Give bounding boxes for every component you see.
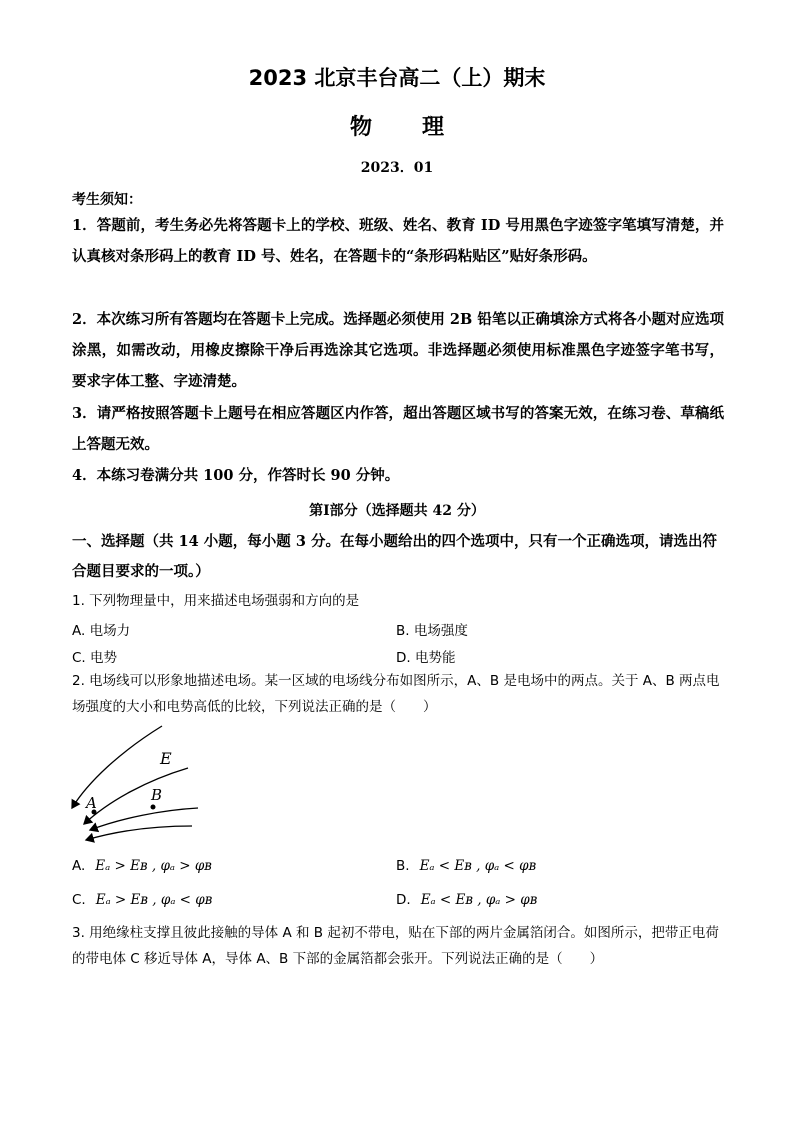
question-2-stem: 2. 电场线可以形象地描述电场。某一区域的电场线分布如图所示，A、B 是电场中的两点。关于 A、B 两点电场强度的大小和电势高低的比较，下列说法正确的是（ ）	[72, 673, 720, 715]
part-heading: 一、选择题（共 14 小题，每小题 3 分。在每小题给出的四个选项中，只有一个正确选项，请选出符合题目要求的一项。）	[72, 533, 717, 580]
point-b	[151, 805, 156, 810]
notice-heading: 考生须知：	[72, 192, 142, 208]
q2-option-b-expr: Eₐ < Eʙ , φₐ < φʙ	[419, 858, 537, 874]
label-e: E	[160, 749, 172, 768]
subject-title	[0, 110, 794, 141]
notice-item-2: 2．本次练习所有答题均在答题卡上完成。选择题必须使用 2B 铅笔以正确填涂方式将各小题对应选项涂黑，如需改动，用橡皮擦除干净后再选涂其它选项。非选择题必须使用标准黑色字迹签字笔书写，要求字体工整、字迹清楚。	[72, 311, 724, 390]
q2-option-b-letter: B.	[396, 858, 410, 874]
q1-option-b: B. 电场强度	[396, 623, 468, 639]
question-3-stem: 3. 用绝缘柱支撑且彼此接触的导体 A 和 B 起初不带电，贴在下部的两片金属箔闭合。如图所示，把带正电荷的带电体 C 移近导体 A，导体 A、B 下部的金属箔都会张开。下列说法正确的是（ ）	[72, 925, 719, 967]
field-line-3	[86, 826, 192, 840]
question-1-stem: 1. 下列物理量中，用来描述电场强弱和方向的是	[72, 593, 360, 609]
q2-option-d-expr: Eₐ < Eʙ , φₐ > φʙ	[420, 892, 538, 908]
q2-option-d-letter: D.	[396, 892, 411, 908]
q2-option-c-letter: C.	[72, 892, 86, 908]
field-line-2	[84, 768, 188, 824]
q2-option-b	[396, 858, 536, 874]
q1-option-c: C. 电势	[72, 650, 118, 666]
q2-option-a	[72, 858, 212, 874]
q2-option-c-expr: Eₐ > Eʙ , φₐ < φʙ	[95, 892, 213, 908]
q1-option-a: A. 电场力	[72, 623, 131, 639]
label-b: B	[151, 786, 163, 804]
exam-date: 2023．01	[360, 160, 434, 176]
q2-option-a-letter: A.	[72, 858, 86, 874]
q1-option-d: D. 电势能	[396, 650, 456, 666]
subject-char-2: 理	[422, 115, 445, 140]
subject-char-1: 物	[349, 115, 372, 140]
notice-item-3: 3．请严格按照答题卡上题号在相应答题区内作答，超出答题区域书写的答案无效，在练习卷、草稿纸上答题无效。	[72, 405, 724, 453]
section-title: 第Ⅰ部分（选择题共 42 分）	[309, 503, 485, 519]
q2-option-c	[72, 892, 212, 908]
q2-option-d	[396, 892, 537, 908]
notice-item-1: 1．答题前，考生务必先将答题卡上的学校、班级、姓名、教育 ID 号用黑色字迹签字笔填写清楚，并认真核对条形码上的教育 ID 号、姓名，在答题卡的“条形码粘贴区”贴好条形码。	[72, 217, 724, 265]
electric-field-figure	[60, 722, 210, 847]
page-title: 2023 北京丰台高二（上）期末	[248, 66, 546, 90]
label-a: A	[86, 794, 97, 812]
notice-item-4: 4．本练习卷满分共 100 分，作答时长 90 分钟。	[72, 467, 400, 484]
q2-option-a-expr: Eₐ > Eʙ , φₐ > φʙ	[95, 858, 212, 874]
